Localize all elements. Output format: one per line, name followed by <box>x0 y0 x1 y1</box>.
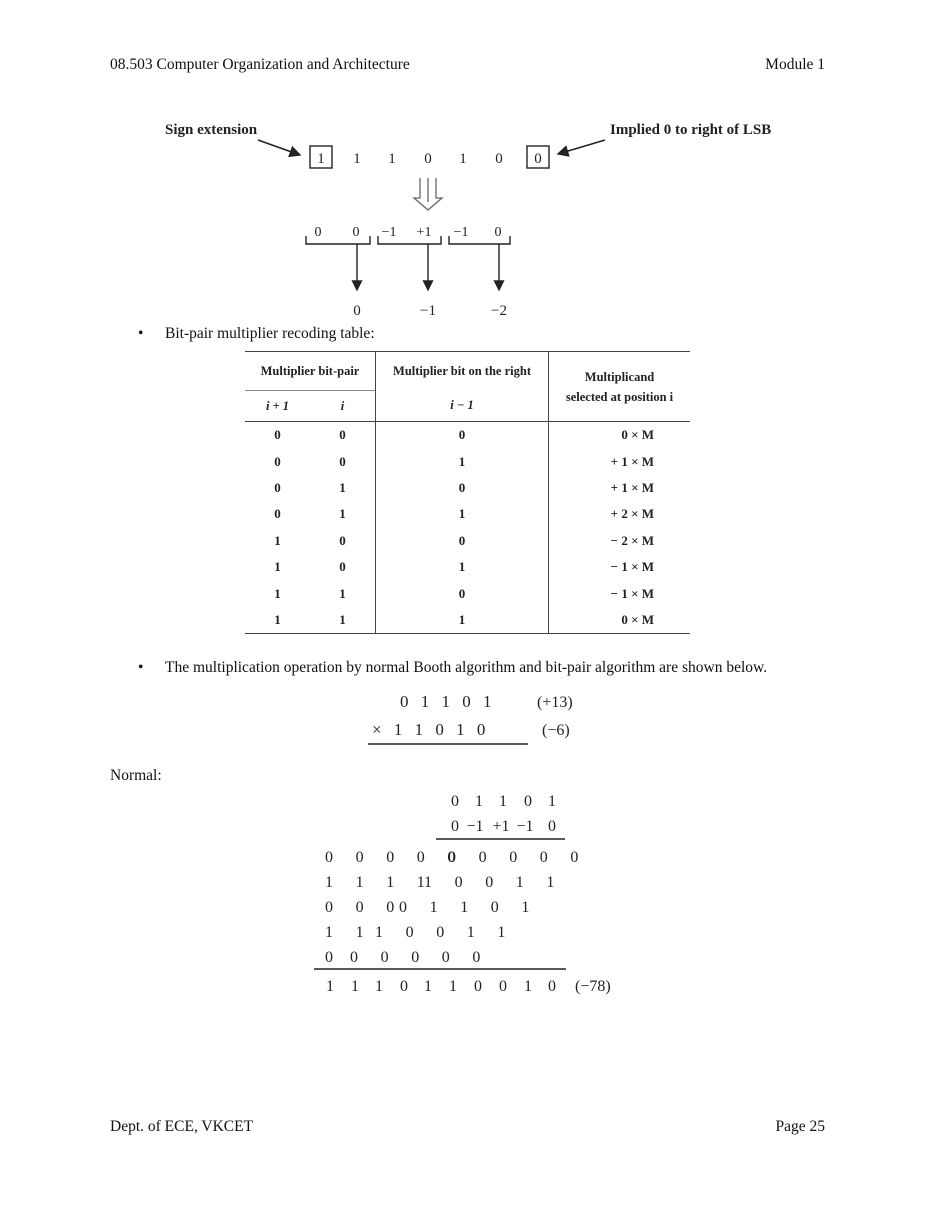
result-bit: 1 <box>351 978 359 995</box>
implied-zero-label: Implied 0 to right of LSB <box>610 122 772 138</box>
bit-1: 1 <box>353 151 361 167</box>
header-i-minus-1: i − 1 <box>376 391 549 422</box>
result-bit: 0 <box>499 978 507 995</box>
table-row <box>245 580 690 606</box>
table-row <box>245 448 690 474</box>
result-bit: 1 <box>326 978 334 995</box>
partial-row-4: 0 0 0 0 0 <box>350 949 490 966</box>
cell: 1 <box>310 501 376 527</box>
cell: 0 <box>274 479 281 495</box>
header-multiplicand-line2: selected at position i <box>565 389 674 404</box>
cell: 0 <box>274 453 281 469</box>
header-i: i <box>310 391 376 422</box>
table-row <box>245 607 690 634</box>
header-multiplicand-line1: Multiplicand <box>584 369 655 384</box>
bit-3: 0 <box>424 151 432 167</box>
sign-extension-label: Sign extension <box>165 122 258 138</box>
footer-department: Dept. of ECE, VKCET <box>110 1118 254 1135</box>
bullet-dot: • <box>138 325 144 342</box>
partial-row-0-ext: 0 0 0 0 0 <box>325 849 465 866</box>
cell: 1 <box>376 501 549 527</box>
pair-0-a: 0 <box>314 225 322 240</box>
header-module: Module 1 <box>765 56 825 73</box>
r-bit: 0 <box>548 818 556 835</box>
result-1: −1 <box>420 303 436 319</box>
header-i-plus-1: i + 1 <box>245 391 310 422</box>
multiplier-value: (−6) <box>542 722 570 739</box>
table-row <box>245 554 690 580</box>
partial-row-3-ext: 1 1 <box>325 924 373 941</box>
cell: 0 × M <box>621 427 654 443</box>
cell: 1 <box>274 532 281 548</box>
cell: − 1 × M <box>610 559 654 575</box>
cell: 0 <box>274 506 281 522</box>
result-0: 0 <box>353 303 361 319</box>
multiplicand-value: (+13) <box>537 694 573 711</box>
partial-row-1: 1 0 0 1 1 <box>424 874 564 891</box>
partial-row-1-ext: 1 1 1 1 <box>325 874 435 891</box>
cell: 0 <box>310 422 376 449</box>
m-bit: 1 <box>475 793 483 810</box>
cell: 0 <box>310 554 376 580</box>
cell: 0 <box>310 448 376 474</box>
cell: − 1 × M <box>610 585 654 601</box>
bullet-recoding-table: Bit-pair multiplier recoding table: <box>165 325 375 342</box>
multiplier: × 1 1 0 1 0 <box>372 720 490 739</box>
pair-2-a: −1 <box>453 225 469 240</box>
cell: 1 <box>310 607 376 634</box>
bullet-multiplication: The multiplication operation by normal Booth algorithm and bit-pair algorithm are shown below. <box>165 659 768 676</box>
cell: + 2 × M <box>610 506 654 522</box>
result-2: −2 <box>491 303 507 319</box>
pair-1-b: +1 <box>416 225 432 240</box>
result-bit: 1 <box>375 978 383 995</box>
header-title: 08.503 Computer Organization and Architecture <box>110 56 410 73</box>
cell: 0 <box>274 427 281 443</box>
table-row <box>245 422 690 449</box>
bit-0: 1 <box>317 151 325 167</box>
cell: 1 <box>274 559 281 575</box>
bit-5: 0 <box>495 151 503 167</box>
result-value: (−78) <box>575 978 611 995</box>
partial-row-2-ext: 0 0 0 <box>325 899 404 916</box>
result-bit: 1 <box>449 978 457 995</box>
cell: 1 <box>274 585 281 601</box>
pair-2-b: 0 <box>494 225 502 240</box>
pair-1-a: −1 <box>381 225 397 240</box>
table-row <box>245 475 690 501</box>
table-row <box>245 501 690 527</box>
partial-row-0: 0 0 0 0 0 <box>448 849 588 866</box>
multiplication-setup <box>0 685 935 750</box>
cell: + 1 × M <box>610 479 654 495</box>
r-bit: −1 <box>466 818 484 835</box>
m-bit: 1 <box>499 793 507 810</box>
partial-row-2: 0 1 1 0 1 <box>399 899 539 916</box>
cell: 1 <box>310 475 376 501</box>
m-bit: 1 <box>548 793 556 810</box>
recoding-table <box>245 351 690 634</box>
result-bit: 0 <box>474 978 482 995</box>
bit-pair-recoding-figure <box>0 110 935 325</box>
pair-0-b: 0 <box>352 225 360 240</box>
cell: 1 <box>376 607 549 634</box>
result-bit: 1 <box>424 978 432 995</box>
partial-row-3: 1 0 0 1 1 <box>375 924 515 941</box>
bit-2: 1 <box>388 151 396 167</box>
m-bit: 0 <box>524 793 532 810</box>
result-bit: 0 <box>548 978 556 995</box>
table-row <box>245 528 690 554</box>
bit-4: 1 <box>459 151 467 167</box>
partial-row-4-ext: 0 <box>325 949 343 966</box>
cell: − 2 × M <box>610 532 654 548</box>
cell: 0 <box>310 528 376 554</box>
footer-page-number: Page 25 <box>775 1118 825 1135</box>
cell: 0 <box>376 422 549 449</box>
multiplicand: 0 1 1 0 1 <box>400 692 496 711</box>
header-multiplicand-selected <box>549 352 691 422</box>
cell: 1 <box>376 554 549 580</box>
cell: 0 <box>376 580 549 606</box>
cell: 0 <box>376 475 549 501</box>
bullet-dot: • <box>138 659 144 676</box>
normal-label: Normal: <box>110 767 162 784</box>
header-multiplier-bit-right: Multiplier bit on the right <box>376 352 549 391</box>
cell: 1 <box>310 580 376 606</box>
header-multiplier-bit-pair: Multiplier bit-pair <box>245 352 376 391</box>
m-bit: 0 <box>451 793 459 810</box>
result-bit: 0 <box>400 978 408 995</box>
r-bit: −1 <box>516 818 534 835</box>
cell: 0 × M <box>621 611 654 627</box>
bit-6: 0 <box>534 151 542 167</box>
r-bit: 0 <box>451 818 459 835</box>
cell: 0 <box>376 528 549 554</box>
cell: + 1 × M <box>610 453 654 469</box>
result-bit: 1 <box>524 978 532 995</box>
cell: 1 <box>274 611 281 627</box>
normal-booth-multiplication <box>0 785 935 1005</box>
cell: 1 <box>376 448 549 474</box>
r-bit: +1 <box>492 818 510 835</box>
